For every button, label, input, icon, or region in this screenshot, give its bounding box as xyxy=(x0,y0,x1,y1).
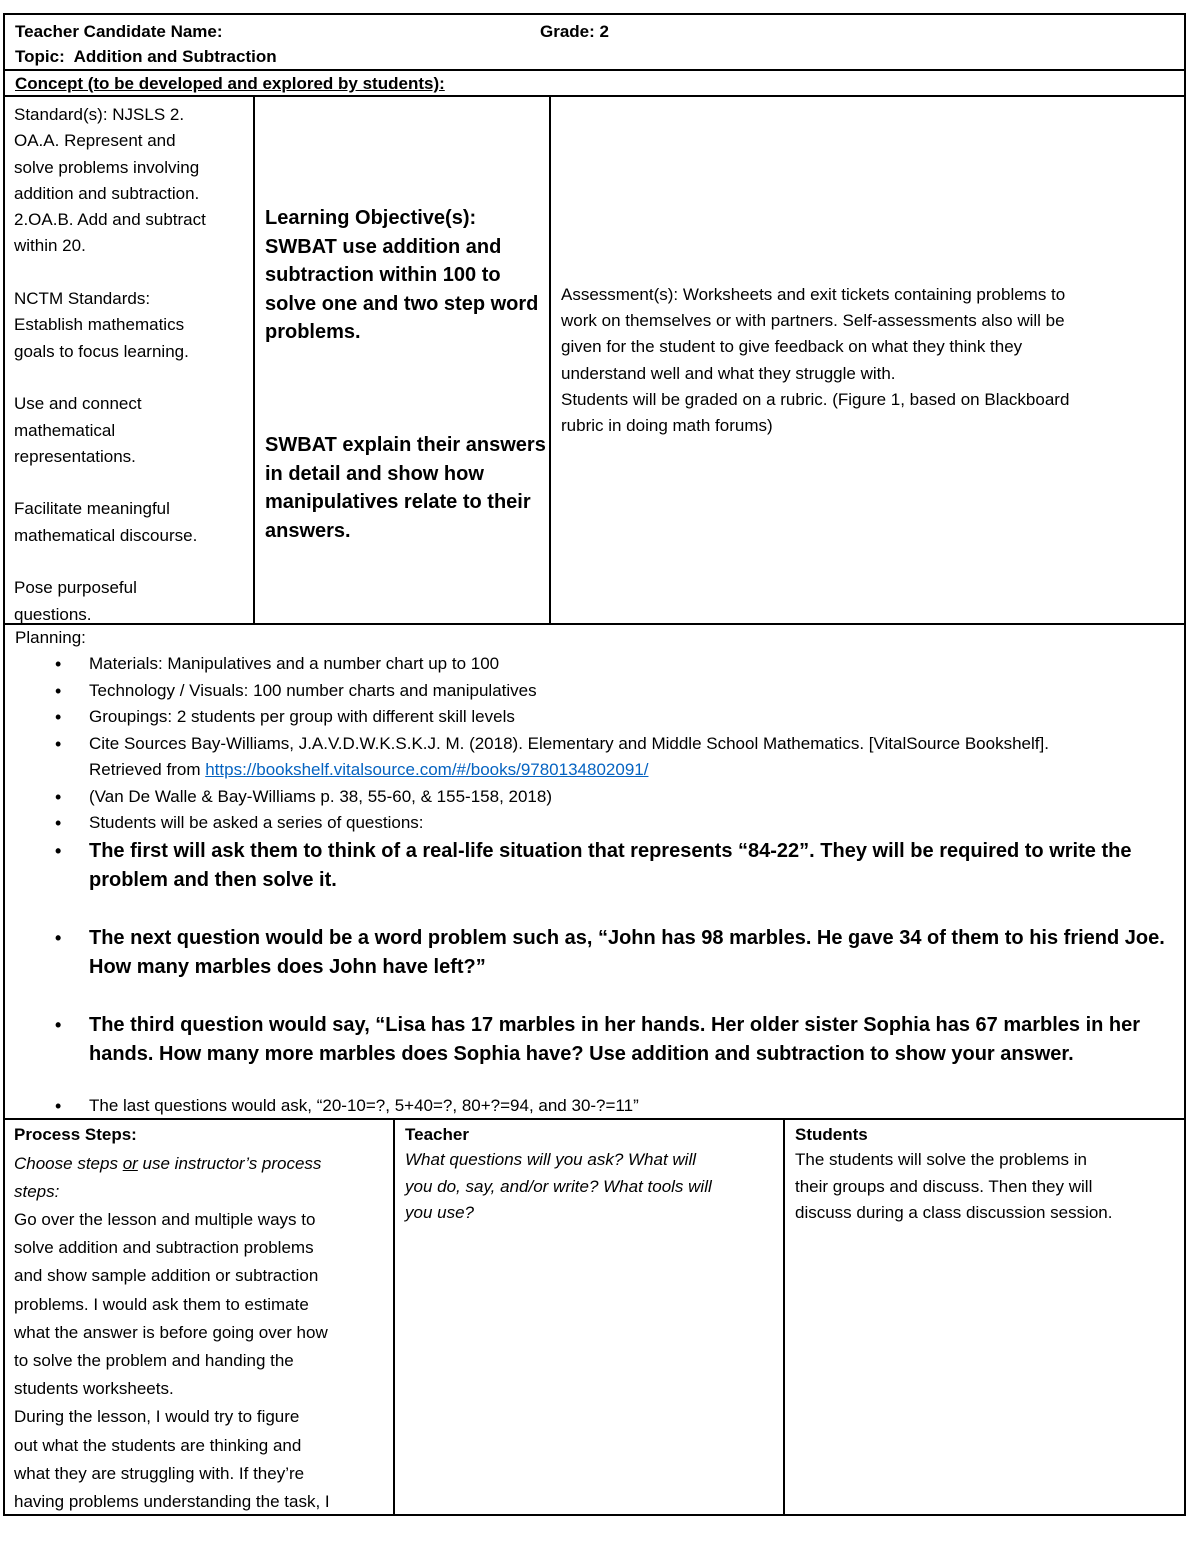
teacher-line: you use? xyxy=(405,1203,474,1222)
students-cell xyxy=(785,1120,1184,1514)
objective-line: problems. xyxy=(265,321,361,343)
students-line: their groups and discuss. Then they will xyxy=(795,1176,1093,1196)
standards-line: mathematical xyxy=(14,420,116,440)
standards-line: within 20. xyxy=(14,236,86,256)
process-line: to solve the problem and handing the xyxy=(14,1351,294,1371)
standards-text xyxy=(14,102,206,628)
assessment-line: rubric in doing math forums) xyxy=(561,416,773,436)
list-item: • The next question would be a word problem such as, “John has 98 marbles. He gave 34 of them to his friend Joe. How many marbles does John have left?” xyxy=(55,926,1165,978)
objective-line: Learning Objective(s): xyxy=(265,207,477,229)
process-line: During the lesson, I would try to figure xyxy=(14,1407,300,1427)
standards-cell xyxy=(5,97,255,623)
planning-row xyxy=(3,623,1186,1120)
list-item: • Materials: Manipulatives and a number chart up to 100 xyxy=(55,654,500,674)
process-line: Go over the lesson and multiple ways to xyxy=(14,1210,316,1229)
standards-line: OA.A. Represent and xyxy=(14,131,176,151)
standards-line: NCTM Standards: xyxy=(14,289,151,309)
process-line: students worksheets. xyxy=(14,1379,174,1399)
process-line: what they are struggling with. If they’re xyxy=(14,1463,305,1483)
objectives-cell xyxy=(255,97,551,623)
objective-line: solve one and two step word xyxy=(265,292,539,315)
objective-line: SWBAT explain their answers xyxy=(265,434,546,456)
topic-value: Addition and Subtraction xyxy=(73,47,277,66)
vitalsource-link[interactable]: https://bookshelf.vitalsource.com/#/books/9780134802091/ xyxy=(205,760,649,779)
students-title: Students xyxy=(795,1125,868,1144)
list-item: • The first will ask them to think of a real-life situation that represents “84-22”. They will be required to write the problem and then solve it. xyxy=(55,839,1132,891)
standards-line: representations. xyxy=(14,446,136,466)
header-row xyxy=(3,13,1186,71)
process-text xyxy=(14,1206,330,1516)
students-text xyxy=(795,1147,1112,1227)
process-line: and show sample addition or subtraction xyxy=(14,1266,319,1286)
assessment-line: work on themselves or with partners. Self-assessments also will be xyxy=(561,311,1065,331)
standards-line: Pose purposeful xyxy=(14,578,137,598)
process-line: out what the students are thinking and xyxy=(14,1435,302,1455)
standards-line: Standard(s): NJSLS 2. xyxy=(14,105,185,124)
list-item: • Students will be asked a series of questions: xyxy=(55,813,424,833)
list-item: • The last questions would ask, “20-10=?, 5+40=?, 80+?=94, and 30-?=11” xyxy=(55,1095,639,1116)
process-steps-cell xyxy=(5,1120,395,1514)
concept-heading: Concept (to be developed and explored by students): xyxy=(15,74,445,93)
teacher-line: you do, say, and/or write? What tools will xyxy=(405,1176,712,1196)
topic-label: Topic: xyxy=(15,47,65,66)
teacher-prompt xyxy=(405,1147,712,1227)
standards-line xyxy=(14,260,206,286)
standards-line: Use and connect xyxy=(14,394,142,414)
objective-line: answers. xyxy=(265,519,351,542)
explain-objective xyxy=(265,431,546,545)
standards-row xyxy=(3,95,1186,625)
topic-line xyxy=(15,44,277,71)
learning-objectives xyxy=(265,204,538,347)
objective-line: manipulatives relate to their xyxy=(265,491,531,513)
standards-line: mathematical discourse. xyxy=(14,525,198,545)
concept-row xyxy=(3,69,1186,97)
teacher-title: Teacher xyxy=(405,1125,469,1144)
process-line: having problems understanding the task, I xyxy=(14,1492,330,1512)
list-item: • Technology / Visuals: 100 number charts and manipulatives xyxy=(55,680,537,701)
list-item: • The third question would say, “Lisa has 17 marbles in her hands. Her older sister Sophia has 67 marbles in her hands. How many more marbles does Sophia have? Use addition and subtraction to show your answer. xyxy=(55,1013,1141,1065)
planning-list xyxy=(15,651,1165,1119)
teacher-line: What questions will you ask? What will xyxy=(405,1150,697,1169)
assessment-text xyxy=(561,282,1069,439)
standards-line xyxy=(14,365,206,391)
grade-label: Grade: 2 xyxy=(540,22,609,41)
standards-line: 2.OA.B. Add and subtract xyxy=(14,210,206,230)
process-subtitle: Choose steps or use instructor’s process steps: xyxy=(14,1154,322,1202)
standards-line xyxy=(14,470,206,496)
list-item: • Groupings: 2 students per group with different skill levels xyxy=(55,707,515,727)
standards-line: solve problems involving xyxy=(14,157,200,177)
assessment-cell xyxy=(551,97,1184,623)
process-row xyxy=(3,1118,1186,1516)
objective-line: subtraction within 100 to xyxy=(265,264,501,286)
assessment-line: understand well and what they struggle with. xyxy=(561,363,896,383)
standards-line: goals to focus learning. xyxy=(14,341,189,361)
objective-line: SWBAT use addition and xyxy=(265,235,502,258)
process-line: solve addition and subtraction problems xyxy=(14,1238,314,1258)
teacher-name-label: Teacher Candidate Name: xyxy=(15,22,223,41)
standards-line: Facilitate meaningful xyxy=(14,499,170,519)
standards-line: addition and subtraction. xyxy=(14,183,200,203)
objective-line: in detail and show how xyxy=(265,462,484,485)
process-line: what the answer is before going over how xyxy=(14,1322,328,1342)
assessment-line: Students will be graded on a rubric. (Figure 1, based on Blackboard xyxy=(561,389,1070,409)
process-title: Process Steps: xyxy=(14,1125,137,1144)
students-line: discuss during a class discussion session. xyxy=(795,1203,1113,1222)
list-item: • Cite Sources Bay-Williams, J.A.V.D.W.K.S.K.J. M. (2018). Elementary and Middle School Mathematics. [VitalSource Bookshelf]. Retrieved from https://bookshelf.vitalsource.com/#/books/9780134802091/ xyxy=(55,733,1049,779)
teacher-cell xyxy=(395,1120,785,1514)
standards-line xyxy=(14,549,206,575)
assessment-line: Assessment(s): Worksheets and exit tickets containing problems to xyxy=(561,285,1066,304)
standards-line: Establish mathematics xyxy=(14,315,185,335)
planning-label: Planning: xyxy=(15,628,86,647)
students-line: The students will solve the problems in xyxy=(795,1150,1087,1169)
assessment-line: given for the student to give feedback on what they think they xyxy=(561,337,1023,357)
list-item: • (Van De Walle & Bay-Williams p. 38, 55-60, & 155-158, 2018) xyxy=(55,786,552,807)
process-line: problems. I would ask them to estimate xyxy=(14,1294,309,1314)
standards-line: questions. xyxy=(14,604,92,624)
retrieved-label: Retrieved from xyxy=(89,760,201,779)
